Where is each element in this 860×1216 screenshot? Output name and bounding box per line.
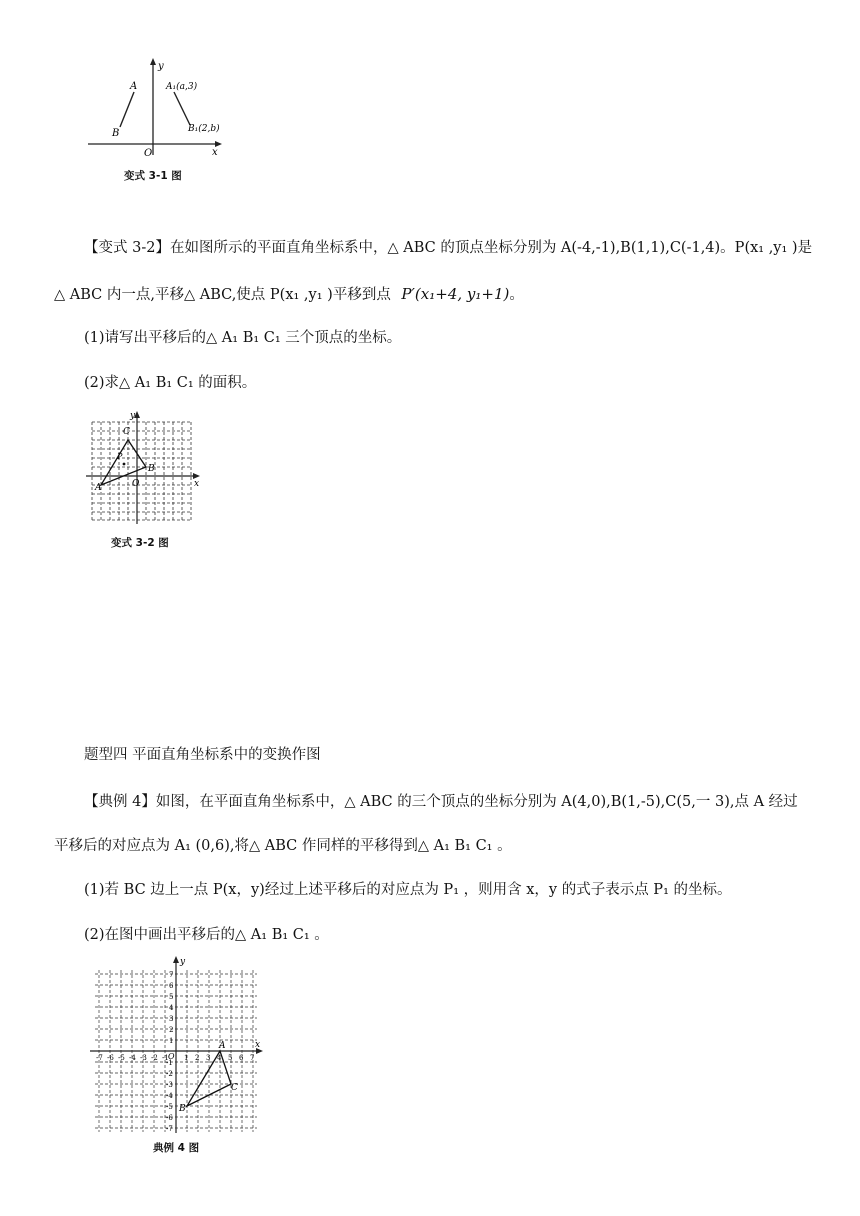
y-axis-arrow <box>173 956 179 963</box>
x-tick-label: -3 <box>140 1054 147 1062</box>
x-tick-label: -4 <box>129 1054 136 1062</box>
y-tick-label: 7 <box>169 971 174 979</box>
y-axis-arrow <box>150 58 156 65</box>
figure-example-4 <box>85 955 270 1135</box>
x-tick-label: 6 <box>239 1054 244 1062</box>
figure-variant-3-2 <box>80 408 210 528</box>
segment-ab <box>120 92 134 127</box>
example-4-line-1: 【典例 4】如图，在平面直角坐标系中，△ ABC 的三个顶点的坐标分别为 A(4,0),B(1,-5),C(5,一 3),点 A 经过 <box>84 794 798 810</box>
y-tick-label: -4 <box>166 1092 173 1100</box>
example-4-line-2: 平移后的对应点为 A₁ (0,6),将△ ABC 作同样的平移得到△ A₁ B₁ C₁ 。 <box>54 838 512 854</box>
figure-caption-example-4: 典例 4 图 <box>153 1142 200 1154</box>
y-tick-label: -2 <box>166 1070 173 1078</box>
x-tick-label: 4 <box>217 1054 222 1062</box>
example-4-question-2: (2)在图中画出平移后的△ A₁ B₁ C₁ 。 <box>84 927 329 943</box>
label-c: C <box>123 427 130 437</box>
label-origin: O <box>132 479 140 489</box>
y-tick-label: -7 <box>166 1125 173 1133</box>
label-y: y <box>158 61 164 72</box>
label-p: P <box>117 452 123 461</box>
x-tick-label: -2 <box>151 1054 158 1062</box>
label-b: B <box>112 128 120 139</box>
label-x: x <box>194 479 200 489</box>
variant-3-2-line-2 <box>54 283 524 304</box>
point-p <box>123 463 126 466</box>
figure-caption-3-2: 变式 3-2 图 <box>111 537 169 549</box>
x-tick-label: 1 <box>184 1054 189 1062</box>
y-tick-label: 5 <box>169 993 174 1001</box>
y-tick-label: 3 <box>169 1015 174 1023</box>
y-tick-label: 6 <box>169 982 174 990</box>
y-tick-label: 2 <box>169 1026 174 1034</box>
label-b: B <box>179 1104 186 1114</box>
y-tick-label: 1 <box>169 1037 174 1045</box>
label-a: A <box>95 483 102 493</box>
variant-3-2-line-1: 【变式 3-2】在如图所示的平面直角坐标系中，△ ABC 的顶点坐标分别为 A(-4,-1),B(1,1),C(-1,4)。P(x₁ ,y₁ )是 <box>84 240 813 256</box>
figure-caption-3-1: 变式 3-1 图 <box>124 170 182 182</box>
label-origin: O <box>168 1052 175 1061</box>
variant-3-2-question-2: (2)求△ A₁ B₁ C₁ 的面积。 <box>84 375 257 391</box>
variant-3-2-line-2-end: 。 <box>509 287 524 303</box>
label-a1: A₁(a,3) <box>166 82 198 92</box>
label-y: y <box>180 957 186 967</box>
y-tick-label: -1 <box>166 1059 173 1067</box>
x-tick-label: 3 <box>206 1054 211 1062</box>
y-tick-label: 4 <box>169 1004 174 1012</box>
x-tick-label: -7 <box>96 1054 103 1062</box>
x-tick-label: 5 <box>228 1054 233 1062</box>
label-a: A <box>130 81 138 92</box>
label-a: A <box>219 1041 226 1051</box>
label-origin: O <box>144 148 153 159</box>
label-c: C <box>231 1083 238 1093</box>
figure-variant-3-1 <box>80 55 240 165</box>
example-4-question-1: (1)若 BC 边上一点 P(x，y)经过上述平移后的对应点为 P₁ ，则用含 x，y 的式子表示点 P₁ 的坐标。 <box>84 882 732 898</box>
variant-3-2-line-2-text: △ ABC 内一点,平移△ ABC,使点 P(x₁ ,y₁ )平移到点 <box>54 287 391 303</box>
segment-a1b1 <box>174 92 190 125</box>
translated-point-formula: P′(x₁+4, y₁+1) <box>401 285 510 303</box>
x-tick-label: -5 <box>118 1054 125 1062</box>
y-tick-label: -6 <box>166 1114 173 1122</box>
section-heading: 题型四 平面直角坐标系中的变换作图 <box>84 747 321 763</box>
x-tick-label: -6 <box>107 1054 114 1062</box>
label-b1: B₁(2,b) <box>188 124 220 134</box>
label-y: y <box>130 411 136 421</box>
x-tick-label: 7 <box>250 1054 255 1062</box>
y-tick-label: -3 <box>166 1081 173 1089</box>
label-x: x <box>212 147 218 158</box>
y-tick-label: -5 <box>166 1103 173 1111</box>
grid <box>92 422 191 520</box>
label-b: B <box>148 464 155 474</box>
x-tick-label: 2 <box>195 1054 200 1062</box>
x-tick-label: -1 <box>162 1054 169 1062</box>
label-x: x <box>255 1040 261 1050</box>
variant-3-2-question-1: (1)请写出平移后的△ A₁ B₁ C₁ 三个顶点的坐标。 <box>84 330 402 346</box>
